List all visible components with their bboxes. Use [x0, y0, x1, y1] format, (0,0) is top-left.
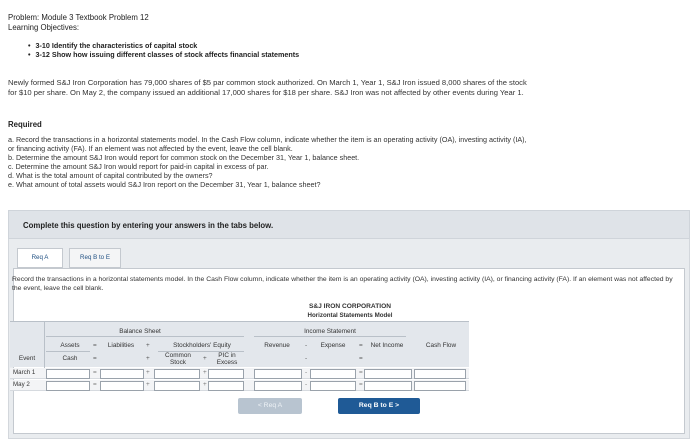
table-row: [10, 368, 469, 379]
equity-heading: Stockholders' Equity: [173, 342, 231, 349]
plus-operator: +: [203, 381, 207, 388]
model-subtitle: Horizontal Statements Model: [307, 312, 393, 319]
problem-header: [8, 13, 149, 33]
cash-flow-input[interactable]: [414, 381, 466, 391]
requirement-item: d. What is the total amount of capital contributed by the owners?: [8, 171, 213, 180]
equals-operator: =: [359, 355, 363, 362]
balance-sheet-heading: Balance Sheet: [119, 328, 161, 335]
pic-input[interactable]: [208, 381, 244, 391]
net-income-heading: Net Income: [370, 342, 404, 349]
requirement-item: c. Determine the amount S&J Iron would report for paid-in capital in excess of par.: [8, 162, 269, 171]
common-stock-input[interactable]: [154, 369, 200, 379]
requirement-item: a. Record the transactions in a horizontal statements model. In the Cash Flow column, indicate whether the item is an operating activity (OA), investing activity (IA), or financing activity (FA). If an element was not affected by the event, leave the cell blank.: [8, 135, 527, 153]
problem-intro: Newly formed S&J Iron Corporation has 79,000 shares of $5 par common stock authorized. On March 1, Year 1, S&J Iron issued 8,000 shares of the stock for $10 per share. On May 2, the company issued an additional 17,000 shares for $18 per share. S&J Iron was not affected by other events during Year 1.: [8, 78, 527, 97]
objective-item: • 3-12 Show how issuing different classes of stock affects financial statements: [28, 50, 299, 59]
equals-operator: =: [93, 381, 97, 388]
assets-heading: Assets: [60, 342, 80, 349]
common-stock-heading: Common Stock: [165, 352, 191, 366]
liabilities-input[interactable]: [100, 369, 144, 379]
tab-req-b-to-e[interactable]: Req B to E: [69, 248, 121, 268]
minus-operator: -: [305, 369, 308, 376]
table-row: [10, 380, 469, 391]
equals-operator: =: [93, 369, 97, 376]
prev-req-button[interactable]: < Req A: [238, 398, 302, 414]
minus-operator: -: [305, 355, 308, 362]
equals-operator: =: [359, 342, 363, 349]
expense-heading: Expense: [320, 342, 346, 349]
plus-operator: +: [146, 355, 150, 362]
required-label: Required: [8, 120, 42, 129]
tab-req-a[interactable]: Req A: [17, 248, 63, 268]
banner-text: Complete this question by entering your answers in the tabs below.: [23, 221, 274, 230]
plus-operator: +: [146, 381, 150, 388]
cash-input[interactable]: [46, 369, 90, 379]
pic-heading: PIC in Excess: [216, 352, 238, 366]
plus-operator: +: [203, 355, 207, 362]
requirement-item: b. Determine the amount S&J Iron would report for common stock on the December 31, Year 1, balance sheet.: [8, 153, 360, 162]
revenue-input[interactable]: [254, 369, 302, 379]
plus-operator: +: [146, 342, 150, 349]
requirement-item: e. What amount of total assets would S&J Iron report on the December 31, Year 1, balance sheet?: [8, 180, 321, 189]
objectives-label: Learning Objectives:: [8, 23, 80, 32]
plus-operator: +: [146, 369, 150, 376]
minus-operator: -: [305, 381, 308, 388]
minus-operator: -: [305, 342, 308, 349]
liabilities-input[interactable]: [100, 381, 144, 391]
expense-input[interactable]: [310, 381, 356, 391]
cash-flow-heading: Cash Flow: [425, 342, 457, 349]
next-req-button[interactable]: Req B to E >: [338, 398, 420, 414]
pic-input[interactable]: [208, 369, 244, 379]
event-label: March 1: [13, 369, 36, 376]
net-income-input[interactable]: [364, 369, 412, 379]
cash-flow-input[interactable]: [414, 369, 466, 379]
equals-operator: =: [93, 355, 97, 362]
equals-operator: =: [359, 369, 363, 376]
problem-title: Problem: Module 3 Textbook Problem 12: [8, 13, 149, 22]
event-label: May 2: [13, 381, 30, 388]
income-statement-heading: Income Statement: [304, 328, 356, 335]
tab-instruction: Record the transactions in a horizontal statements model. In the Cash Flow column, indicate whether the item is an operating activity (OA), investing activity (IA), or financing activity (FA). If an element was not affected by the event, leave the cell blank.: [12, 276, 673, 292]
objective-item: • 3-10 Identify the characteristics of capital stock: [28, 41, 299, 50]
cash-heading: Cash: [62, 355, 78, 362]
net-income-input[interactable]: [364, 381, 412, 391]
liabilities-heading: Liabilities: [107, 342, 135, 349]
plus-operator: +: [203, 369, 207, 376]
common-stock-input[interactable]: [154, 381, 200, 391]
equals-operator: =: [93, 342, 97, 349]
cash-input[interactable]: [46, 381, 90, 391]
company-name: S&J IRON CORPORATION: [309, 303, 391, 310]
expense-input[interactable]: [310, 369, 356, 379]
instructions-banner: [8, 210, 690, 239]
event-heading: Event: [18, 355, 36, 362]
objectives-list: [28, 41, 299, 60]
revenue-input[interactable]: [254, 381, 302, 391]
requirements-list: [8, 135, 528, 189]
model-table-header: [10, 321, 469, 367]
equals-operator: =: [359, 381, 363, 388]
revenue-heading: Revenue: [264, 342, 290, 349]
